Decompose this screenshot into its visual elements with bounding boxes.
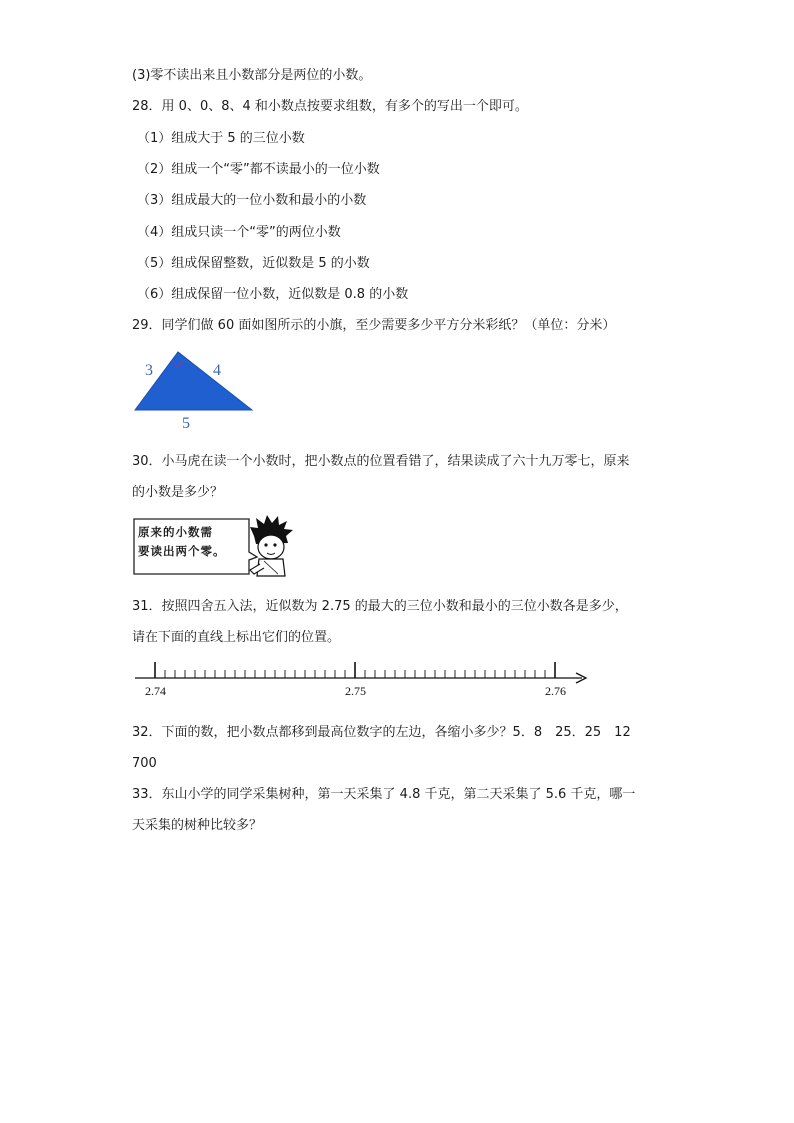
triangle-fill — [135, 352, 252, 410]
question-30-line-1: 30．小马虎在读一个小数时，把小数点的位置看错了，结果读成了六十九万零七，原来 — [132, 454, 630, 469]
triangle-shape — [132, 348, 257, 416]
question-28-part-6: （6）组成保留一位小数，近似数是 0.8 的小数 — [137, 287, 409, 302]
question-28-part-3: （3）组成最大的一位小数和最小的小数 — [137, 193, 367, 208]
number-line-label-start: 2.74 — [145, 684, 166, 698]
question-31-line-2: 请在下面的直线上标出它们的位置。 — [132, 630, 341, 645]
number-line-label-middle: 2.75 — [345, 684, 366, 698]
number-line-label-end: 2.76 — [545, 684, 566, 698]
text-line-3: (3)零不读出来且小数部分是两位的小数。 — [132, 68, 372, 83]
question-28: 28．用 0、0、8、4 和小数点按要求组数，有多个的写出一个即可。 — [132, 99, 528, 114]
question-28-part-2: （2）组成一个“零”都不读最小的一位小数 — [137, 162, 380, 177]
cartoon-boy-icon — [248, 514, 296, 580]
triangle-side-left-label: 3 — [145, 362, 153, 379]
triangle-side-bottom-label: 5 — [182, 415, 190, 432]
triangle-side-right-label: 4 — [213, 362, 221, 379]
question-33-line-2: 天采集的树种比较多？ — [132, 818, 263, 833]
question-28-part-4: （4）组成只读一个“零”的两位小数 — [137, 225, 341, 240]
speech-bubble-line-1: 原来的小数需 — [138, 525, 213, 539]
question-28-part-1: （1）组成大于 5 的三位小数 — [137, 131, 305, 146]
question-28-part-5: （5）组成保留整数，近似数是 5 的小数 — [137, 256, 370, 271]
question-30-line-2: 的小数是多少？ — [132, 485, 224, 500]
question-32-line-1: 32．下面的数，把小数点都移到最高位数字的左边，各缩小多少？5．8 25．25 12 — [132, 725, 631, 740]
question-33-line-1: 33．东山小学的同学采集树种，第一天采集了 4.8 千克，第二天采集了 5.6 千克，哪一 — [132, 787, 636, 802]
speech-bubble-line-2: 要读出两个零。 — [138, 544, 226, 558]
question-29: 29．同学们做 60 面如图所示的小旗，至少需要多少平方分米彩纸？（单位：分米） — [132, 318, 616, 333]
question-31-line-1: 31．按照四舍五入法，近似数为 2.75 的最大的三位小数和最小的三位小数各是多少， — [132, 599, 628, 614]
question-32-line-2: 700 — [132, 756, 157, 771]
